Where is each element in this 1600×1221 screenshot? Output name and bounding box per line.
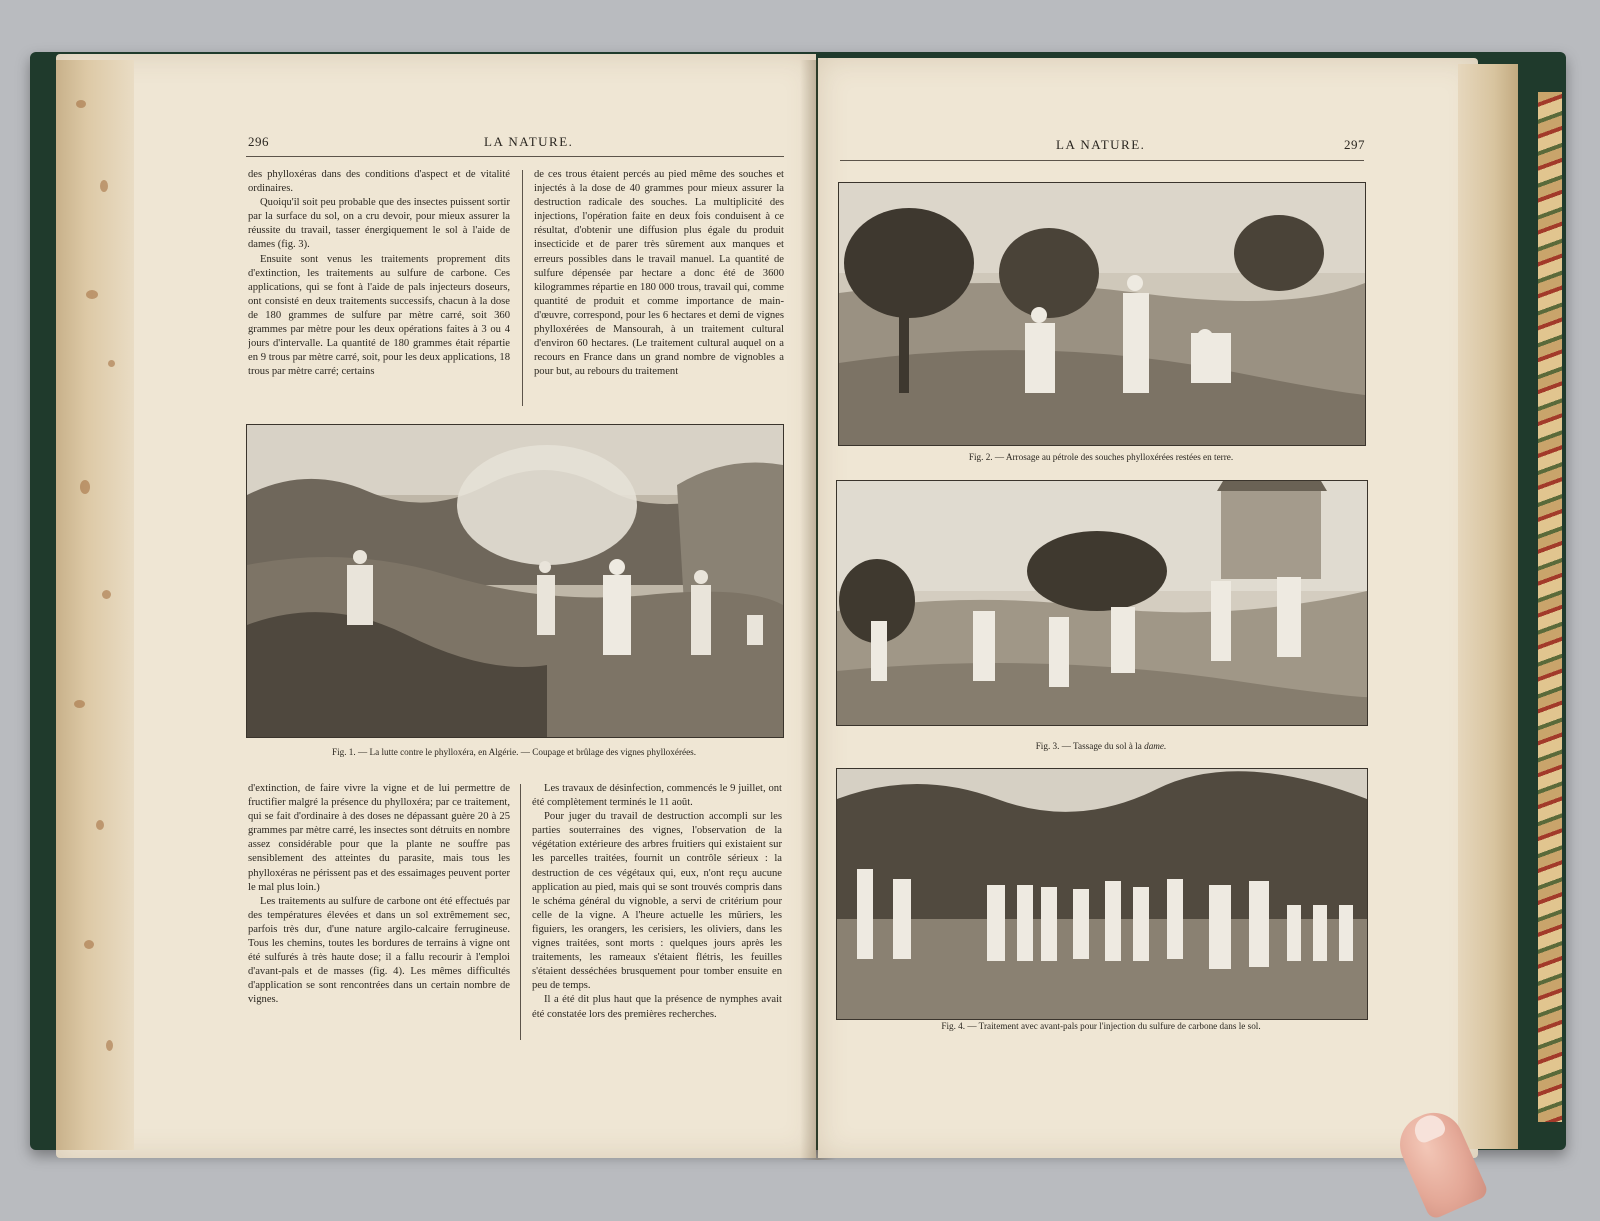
paragraph: Quoiqu'il soit peu probable que des insectes puissent sortir par la surface du sol, on a cru devoir, pour mieux assurer la réussite du travail, tasser énergiquement le sol à l'aide de dames (fig. 3). xyxy=(248,197,510,251)
right-page-number: 297 xyxy=(1344,137,1365,152)
left-page-number: 296 xyxy=(248,134,269,149)
paragraph: Les traitements au sulfure de carbone ont été effectués par des températures élevées et dans un sol extrêmement sec, parfois très dur, d'une nature argilo-calcaire ferrugineuse. Tous les chemins, toutes les bordures de terrains à vigne ont été sulfurés à très haute dose; il a fallu recourir à l'emploi d'avant-pals et de masses (fig. 4). Les mêmes difficultés d'application se sont rencontrées dans un certain nombre de vignes. xyxy=(248,895,510,1006)
figure-1-engraving xyxy=(246,424,784,738)
figure-4-engraving xyxy=(836,768,1368,1020)
left-col2-bottom xyxy=(532,782,782,1042)
paragraph: Les travaux de désinfection, commencés le 9 juillet, ont été complètement terminés le 11 août. xyxy=(532,783,782,809)
left-col1-top xyxy=(248,168,510,412)
figure-3-caption-text: Fig. 3. — Tassage du sol à la xyxy=(1035,741,1145,751)
paragraph: de ces trous étaient percés au pied même des souches et injectés à la dose de 40 grammes pour mieux assurer la destruction radicale des souches. La multiplicité des injections, l'opération faite en deux fois conduisent à ce résultat, d'obtenir une diffusion plus égale du produit insecticide et de parer très sûrement aux manques et erreurs possibles dans le travail manuel. La quantité de sulfure dépensée par hectare a donc été de 3600 kilogrammes répartie en 180 000 trous, travail qui, comme quantité de produit et comme importance de main-d'œuvre, correspond, pour les 6 hectares et demi de vignes phylloxérées de Mansourah, à un traitement cultural d'environ 60 hectares. (Le traitement cultural auquel on a recours en France dans un grand nombre de vignobles a pour but, au rebours du traitement xyxy=(534,169,784,378)
figure-3-caption xyxy=(836,741,1366,751)
left-column-rule-bottom xyxy=(520,784,521,1040)
paragraph: Pour juger du travail de destruction accompli sur les parties souterraines des vignes, l'observation de la végétation extérieure des arbres fruitiers qui existaient sur les parcelles traitées, fournit un contrôle sérieux : la destruction de ces végétaux qui, eux, n'ont reçu aucune application au pied, mais qui se sont trouvés compris dans le schéma général du vignoble, a servi de critérium pour celle de la vigne. A l'heure actuelle les mûriers, les figuiers, les orangers, les cerisiers, les oliviers, dans les vignes traitées, sont morts : quelques jours après les traitements, les rameaux s'étaient flétris, les feuilles s'étaient desséchées brusquement pour tomber ensuite en peu de temps. xyxy=(532,811,782,992)
paragraph: Ensuite sont venus les traitements proprement dits d'extinction, les traitements au sulfure de carbone. Ces applications, qui se font à l'aide de pals injecteurs doseurs, ont consisté en deux traitements successifs, chacun à la dose de 180 grammes de sulfure par mètre carré, soit 360 grammes par mètre pour les deux opérations faites à 3 ou 4 jours d'intervalle. La quantité de 180 grammes était répartie en 9 trous par mètre carré, soit, pour les deux applications, 18 trous par mètre carré; certains xyxy=(248,253,510,378)
right-header-rule xyxy=(840,160,1364,161)
paragraph: des phylloxéras dans des conditions d'aspect et de vitalité ordinaires. xyxy=(248,169,510,195)
figure-3-caption-italic: dame. xyxy=(1144,741,1167,751)
paragraph: d'extinction, de faire vivre la vigne et de lui permettre de fructifier malgré la présence du phylloxéra; par ce traitement, qui se fait d'ordinaire à des doses ne dépassant guère 20 à 25 grammes par mètre carré, les insectes sont détruits en nombre assez considérable pour que la plante ne souffre pas sensiblement des atteintes du parasite, mais tous les phylloxéras ne périssent pas et des essaimages peuvent porter le mal plus loin.) xyxy=(248,783,510,893)
left-header-rule xyxy=(246,156,784,157)
left-running-head: LA NATURE. xyxy=(484,134,574,149)
figure-2-caption: Fig. 2. — Arrosage au pétrole des souches phylloxérées restées en terre. xyxy=(968,452,1234,462)
figure-3-engraving xyxy=(836,480,1368,726)
figure-1-caption: Fig. 1. — La lutte contre le phylloxéra, en Algérie. — Coupage et brûlage des vignes phylloxérées. xyxy=(331,747,697,757)
left-col1-bottom xyxy=(248,782,510,1042)
left-page-edge xyxy=(56,60,134,1150)
figure-2-engraving xyxy=(838,182,1366,446)
figure-4-caption: Fig. 4. — Traitement avec avant-pals pour l'injection du sulfure de carbone dans le sol. xyxy=(941,1021,1261,1031)
left-column-rule-top xyxy=(522,170,523,406)
right-running-head: LA NATURE. xyxy=(1056,137,1146,152)
marbled-endpaper xyxy=(1538,92,1562,1122)
right-page-edge xyxy=(1458,64,1518,1149)
left-col2-top xyxy=(534,168,784,412)
paragraph: Il a été dit plus haut que la présence de nymphes avait été constatée lors des premières recherches. xyxy=(532,994,782,1020)
